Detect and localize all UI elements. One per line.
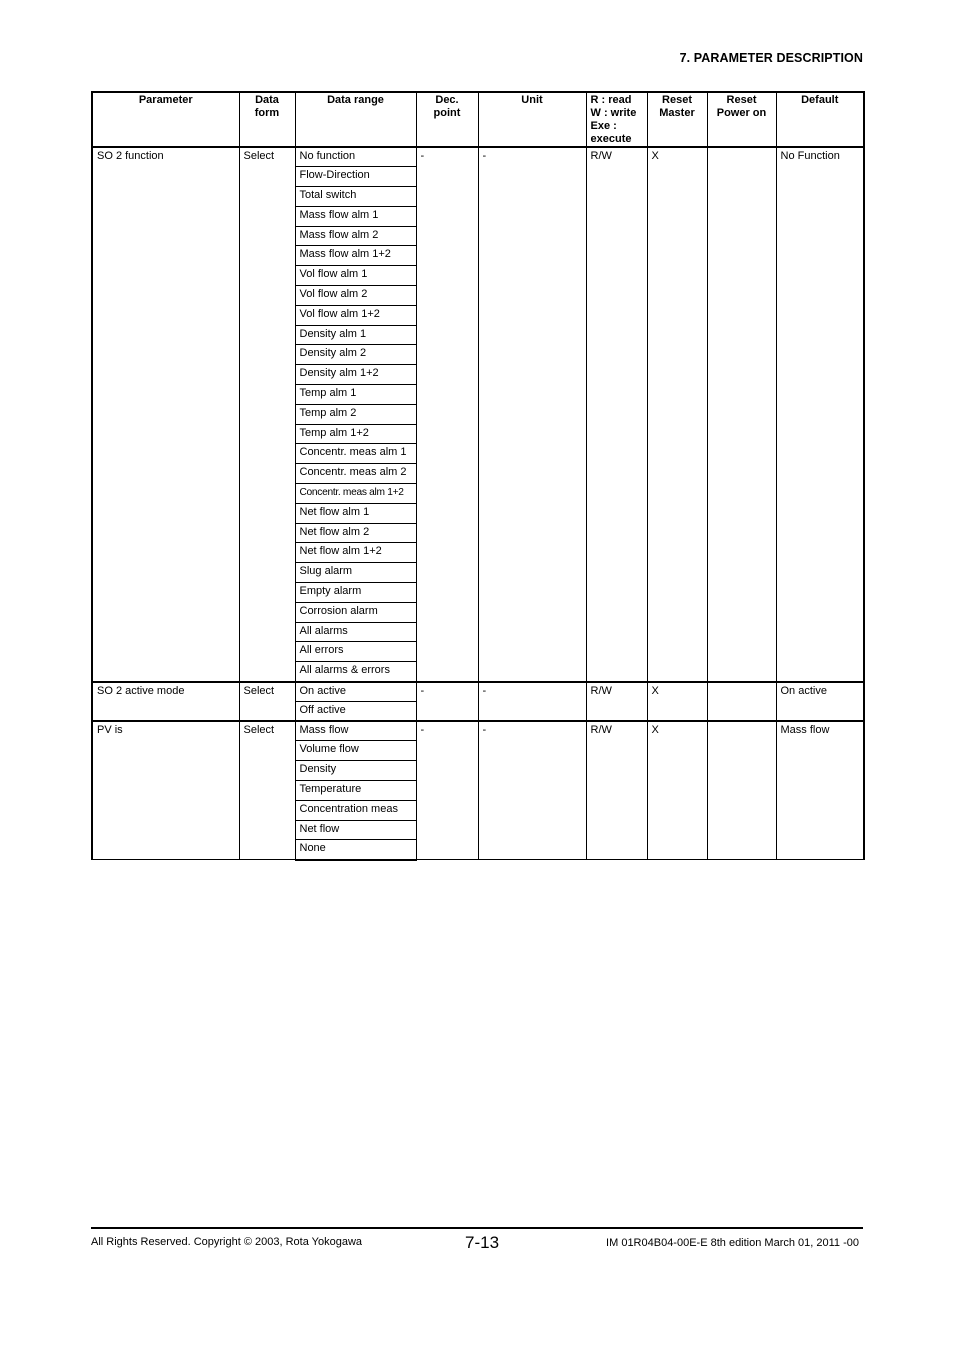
header-reset-power-on: Reset Power on <box>707 92 776 147</box>
cell-data-range-option: Temp alm 1+2 <box>295 424 416 444</box>
cell-data-form: Select <box>239 147 295 682</box>
cell-data-range-option: Vol flow alm 1 <box>295 266 416 286</box>
cell-data-range-option: Concentr. meas alm 1 <box>295 444 416 464</box>
parameter-table <box>91 91 865 861</box>
cell-data-range-option: Net flow alm 2 <box>295 523 416 543</box>
cell-default: No Function <box>776 147 864 682</box>
cell-read-write: R/W <box>586 147 647 682</box>
cell-data-range-option: Density alm 1+2 <box>295 365 416 385</box>
cell-data-range-option: Concentr. meas alm 1+2 <box>295 484 416 504</box>
cell-data-range-option: Temp alm 1 <box>295 385 416 405</box>
cell-parameter: PV is <box>92 721 239 860</box>
cell-data-range-option: Flow-Direction <box>295 167 416 187</box>
page-number: 7-13 <box>465 1233 500 1252</box>
cell-data-range-option: Corrosion alarm <box>295 602 416 622</box>
cell-data-range-option: No function <box>295 147 416 167</box>
cell-data-range-option: Vol flow alm 1+2 <box>295 305 416 325</box>
cell-default: Mass flow <box>776 721 864 860</box>
table-row <box>92 682 864 702</box>
cell-data-range-option: All errors <box>295 642 416 662</box>
footer-divider <box>91 1227 863 1229</box>
footer-copyright: All Rights Reserved. Copyright © 2003, Rota Yokogawa <box>91 1236 363 1248</box>
header-reset-master: Reset Master <box>647 92 707 147</box>
cell-data-range-option: Density alm 2 <box>295 345 416 365</box>
header-data-range: Data range <box>295 92 416 147</box>
cell-data-form: Select <box>239 721 295 860</box>
cell-data-range-option: Off active <box>295 701 416 721</box>
cell-reset-master: X <box>647 147 707 682</box>
cell-data-range-option: Total switch <box>295 187 416 207</box>
header-read-write: R : read W : write Exe : execute <box>586 92 647 147</box>
cell-reset-master: X <box>647 721 707 860</box>
cell-data-range-option: All alarms <box>295 622 416 642</box>
header-unit: Unit <box>478 92 586 147</box>
cell-reset-power-on <box>707 147 776 682</box>
section-title: 7. PARAMETER DESCRIPTION <box>679 51 863 65</box>
header-default: Default <box>776 92 864 147</box>
cell-unit: - <box>478 721 586 860</box>
table-row <box>92 721 864 741</box>
table-row <box>92 147 864 167</box>
cell-data-range-option: Concentr. meas alm 2 <box>295 464 416 484</box>
cell-data-range-option: Net flow <box>295 820 416 840</box>
cell-data-range-option: None <box>295 840 416 860</box>
cell-data-range-option: Volume flow <box>295 741 416 761</box>
cell-unit: - <box>478 147 586 682</box>
cell-data-range-option: Mass flow alm 1+2 <box>295 246 416 266</box>
cell-reset-master: X <box>647 682 707 722</box>
cell-data-form: Select <box>239 682 295 722</box>
table-header-row <box>92 92 864 147</box>
cell-data-range-option: Mass flow alm 1 <box>295 206 416 226</box>
cell-data-range-option: On active <box>295 682 416 702</box>
cell-data-range-option: Mass flow alm 2 <box>295 226 416 246</box>
cell-data-range-option: Mass flow <box>295 721 416 741</box>
cell-data-range-option: Empty alarm <box>295 583 416 603</box>
cell-read-write: R/W <box>586 682 647 722</box>
cell-data-range-option: Slug alarm <box>295 563 416 583</box>
cell-data-range-option: Vol flow alm 2 <box>295 286 416 306</box>
cell-data-range-option: Net flow alm 1 <box>295 503 416 523</box>
table-body <box>92 147 864 860</box>
cell-data-range-option: Temperature <box>295 781 416 801</box>
cell-parameter: SO 2 active mode <box>92 682 239 722</box>
header-parameter: Parameter <box>92 92 239 147</box>
cell-data-range-option: Net flow alm 1+2 <box>295 543 416 563</box>
cell-data-range-option: All alarms & errors <box>295 662 416 682</box>
cell-read-write: R/W <box>586 721 647 860</box>
document-id: IM 01R04B04-00E-E 8th edition March 01, 2011 -00 <box>606 1237 859 1249</box>
cell-data-range-option: Temp alm 2 <box>295 404 416 424</box>
cell-default: On active <box>776 682 864 722</box>
header-data-form: Data form <box>239 92 295 147</box>
cell-dec-point: - <box>416 682 478 722</box>
cell-data-range-option: Density alm 1 <box>295 325 416 345</box>
cell-reset-power-on <box>707 721 776 860</box>
cell-dec-point: - <box>416 721 478 860</box>
cell-reset-power-on <box>707 682 776 722</box>
cell-data-range-option: Concentration meas <box>295 800 416 820</box>
cell-unit: - <box>478 682 586 722</box>
header-dec-point: Dec. point <box>416 92 478 147</box>
cell-dec-point: - <box>416 147 478 682</box>
cell-data-range-option: Density <box>295 761 416 781</box>
cell-parameter: SO 2 function <box>92 147 239 682</box>
